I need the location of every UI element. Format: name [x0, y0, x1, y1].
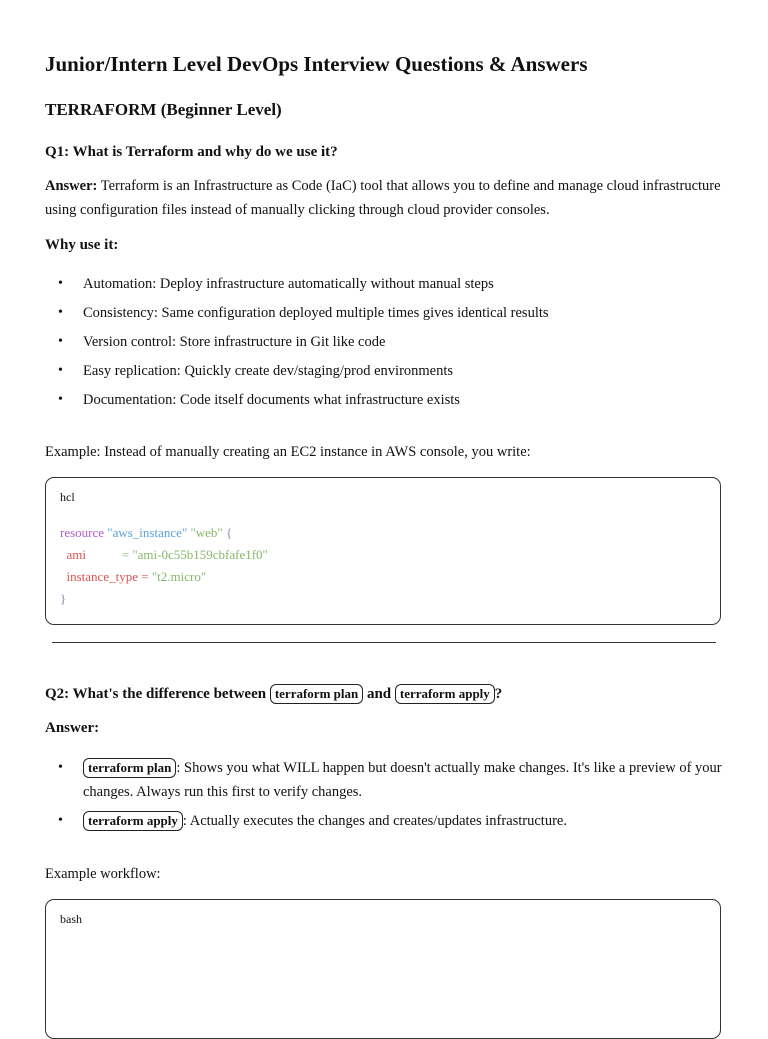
list-item: • Version control: Store infrastructure in Git like code	[45, 330, 725, 354]
q2-answer-list	[45, 756, 725, 833]
q2-example-intro: Example workflow:	[45, 866, 161, 882]
plan-description: : Shows you what WILL happen but doesn't actually make changes. It's like a preview of your changes. Always run this first to verify changes.	[83, 760, 722, 800]
q1-example-intro: Example: Instead of manually creating an EC2 instance in AWS console, you write:	[45, 444, 531, 460]
list-item	[45, 809, 725, 833]
list-item: • Documentation: Code itself documents what infrastructure exists	[45, 388, 725, 412]
list-item: • Easy replication: Quickly create dev/staging/prod environments	[45, 359, 725, 383]
q1-answer-text: Terraform is an Infrastructure as Code (IaC) tool that allows you to define and manage cloud infrastructure using configuration files instead of manually clicking through cloud provider consoles.	[45, 178, 721, 218]
q1-answer	[45, 174, 725, 222]
section-heading: TERRAFORM (Beginner Level)	[45, 100, 282, 119]
code-language-label: bash	[60, 912, 82, 926]
code-eq: =	[137, 569, 152, 584]
code-block-bash	[45, 899, 721, 1039]
code-block-hcl	[45, 477, 721, 625]
page-title: Junior/Intern Level DevOps Interview Questions & Answers	[45, 52, 588, 76]
list-item: • Consistency: Same configuration deployed multiple times gives identical results	[45, 301, 725, 325]
apply-description: : Actually executes the changes and creates/updates infrastructure.	[182, 813, 567, 829]
code-value-ami: "ami-0c55b159cbfafe1f0"	[132, 547, 268, 562]
code-resource-name: "web"	[190, 525, 223, 540]
q2-answer-label: Answer:	[45, 720, 100, 736]
reasons-list	[45, 272, 725, 412]
q1-answer-label: Answer:	[45, 178, 98, 194]
code-value-instance-type: "t2.micro"	[151, 569, 207, 584]
inline-code-terraform-apply: terraform apply	[83, 811, 183, 831]
code-brace-open: {	[222, 525, 233, 540]
inline-code-terraform-apply: terraform apply	[395, 684, 495, 704]
code-language-label: hcl	[60, 490, 75, 504]
why-use-heading: Why use it:	[45, 237, 119, 253]
code-attr-ami: ami	[66, 547, 86, 562]
inline-code-terraform-plan: terraform plan	[270, 684, 363, 704]
code-content	[60, 522, 268, 610]
section-divider	[52, 642, 716, 643]
list-item: • Automation: Deploy infrastructure automatically without manual steps	[45, 272, 725, 296]
q2-heading	[45, 684, 502, 704]
code-eq: =	[86, 547, 133, 562]
code-brace-close: }	[60, 591, 67, 606]
code-keyword: resource	[60, 525, 105, 540]
inline-code-terraform-plan: terraform plan	[83, 758, 176, 778]
q1-heading: Q1: What is Terraform and why do we use it?	[45, 144, 338, 160]
code-resource-type: "aws_instance"	[107, 525, 188, 540]
list-item	[45, 756, 725, 804]
q2-text-suffix: ?	[494, 686, 503, 702]
code-attr-instance-type: instance_type	[66, 569, 138, 584]
q2-text-mid: and	[363, 686, 395, 702]
q2-text-prefix: Q2: What's the difference between	[45, 686, 270, 702]
